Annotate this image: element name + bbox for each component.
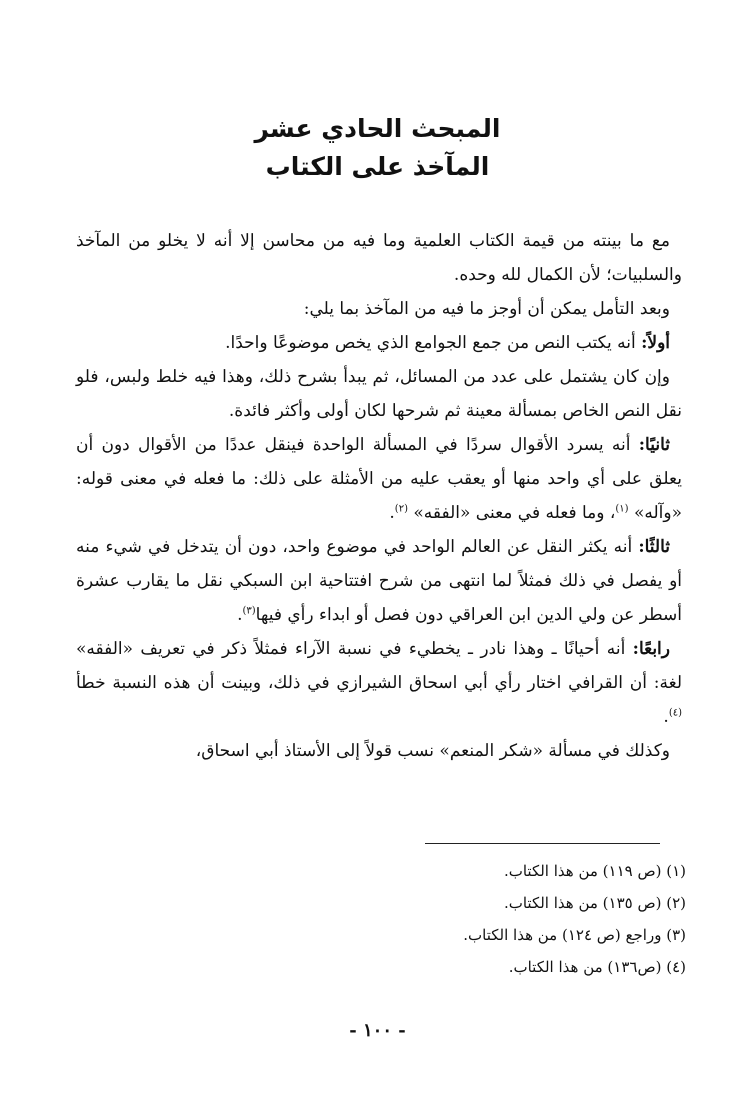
section-heading [0, 110, 755, 186]
point-label-third: ثالثًا: [638, 537, 670, 557]
footnote-ref-2[interactable]: (٢) [394, 503, 408, 515]
point-text-third-a: أنه يكثر النقل عن العالم الواحد في موضوع واحد، دون أن يتدخل في شيء منه أو يفصل في ذلك فمثلاً لما انتهى من شرح افتتاحية ابن السبكي نقل ما يقارب عشرة أسطر عن ولي الدين ابن العراقي دون فصل أو ابداء رأي فيها [76, 537, 682, 625]
footnote-ref-4[interactable]: (٤) [668, 707, 682, 719]
point-text-second-b: ، وما فعله في معنى «الفقه» [413, 503, 616, 523]
point-label-first: أولاً: [641, 333, 670, 353]
paragraph-second-point [76, 428, 682, 530]
footnote-ref-3[interactable]: (٣) [242, 605, 256, 617]
body-text [76, 224, 682, 768]
footnote-1: (١) (ص ١١٩) من هذا الكتاب. [503, 862, 686, 880]
footnote-4: (٤) (ص١٣٦) من هذا الكتاب. [508, 958, 686, 976]
page-number: - ١٠٠ - [349, 1020, 406, 1041]
point-text-first: أنه يكتب النص من جمع الجوامع الذي يخص موضوعًا واحدًا. [225, 333, 642, 353]
paragraph-intro: مع ما بينته من قيمة الكتاب العلمية وما فيه من محاسن إلا أنه لا يخلو من المآخذ والسلبيات؛ لأن الكمال لله وحده. [76, 231, 682, 285]
paragraph-gratitude-issue: وكذلك في مسألة «شكر المنعم» نسب قولاً إلى الأستاذ أبي اسحاق، [195, 741, 670, 761]
point-text-second-a: أنه يسرد الأقوال سردًا في المسألة الواحدة فينقل عددًا من الأقوال دون أن يعلق على أي واحد منها أو يعقب عليه من الأمثلة على ذلك: ما فعله في معنى قوله: «وآله» [76, 435, 682, 523]
paragraph-first-point [76, 326, 682, 360]
paragraph-third-point [76, 530, 682, 632]
section-subtitle: المآخذ على الكتاب [265, 152, 490, 181]
point-label-second: ثانيًا: [638, 435, 670, 455]
paragraph-first-point-continued: وإن كان يشتمل على عدد من المسائل، ثم يبدأ بشرح ذلك، وهذا فيه خلط ولبس، فلو نقل النص الخاص بمسألة معينة ثم شرحها لكان أولى وأكثر فائدة. [76, 367, 682, 421]
footnote-3: (٣) وراجع (ص ١٢٤) من هذا الكتاب. [463, 926, 686, 944]
footnote-ref-1[interactable]: (١) [615, 503, 629, 515]
paragraph-after-reflection: وبعد التأمل يمكن أن أوجز ما فيه من المآخذ بما يلي: [303, 299, 670, 319]
point-text-third-b: . [237, 605, 243, 625]
section-title: المبحث الحادي عشر [254, 114, 501, 143]
paragraph-fourth-point [76, 632, 682, 734]
point-text-fourth-a: أنه أحيانًا ـ وهذا نادر ـ يخطيء في نسبة الآراء فمثلاً ذكر في تعريف «الفقه» لغة: أن القرافي اختار رأي أبي اسحاق الشيرازي في ذلك، وبينت أن هذه النسبة خطأ [76, 639, 682, 693]
point-text-fourth-b: . [663, 707, 669, 727]
point-text-second-c: . [389, 503, 395, 523]
footnotes [76, 855, 686, 983]
footnote-divider [425, 843, 660, 844]
footnote-2: (٢) (ص ١٣٥) من هذا الكتاب. [503, 894, 686, 912]
point-label-fourth: رابعًا: [632, 639, 670, 659]
